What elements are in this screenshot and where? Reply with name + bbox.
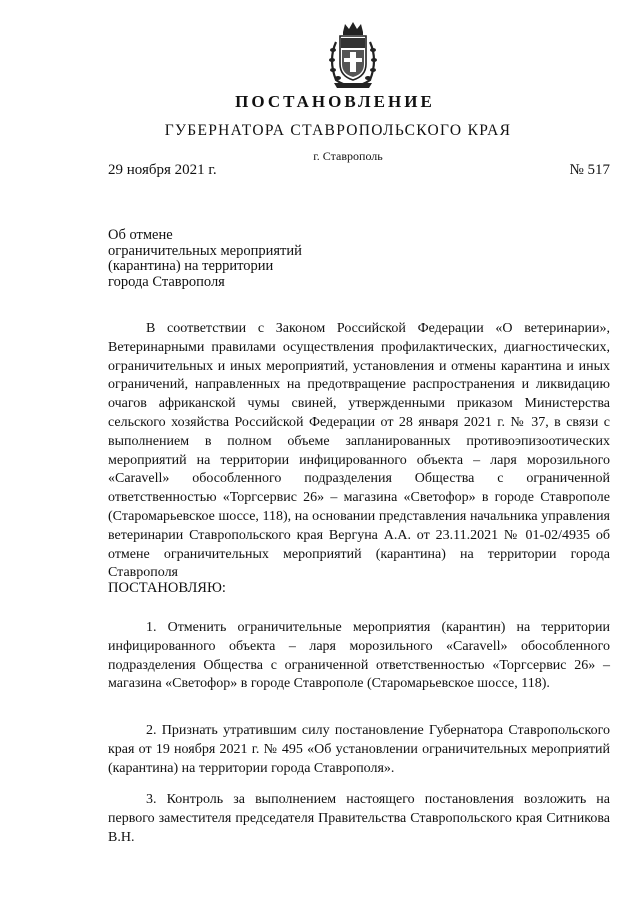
subject-line: Об отмене (108, 227, 173, 243)
coat-of-arms-icon (324, 20, 382, 90)
subject-line: (карантина) на территории (108, 258, 274, 274)
resolution-item-2: 2. Признать утратившим силу постановление Губернатора Ставропольского края от 19 ноября 2021 г. № 495 «Об установлении ограничительных мероприятий (карантина) на территории города Ставрополя». (108, 723, 610, 776)
document-type-title: ПОСТАНОВЛЕНИЕ (235, 92, 435, 111)
issuer-title: ГУБЕРНАТОРА СТАВРОПОЛЬСКОГО КРАЯ (164, 122, 512, 139)
resolve-heading: ПОСТАНОВЛЯЮ: (108, 580, 226, 596)
document-subject (108, 228, 302, 290)
city-label: г. Ставрополь (313, 149, 383, 163)
preamble-paragraph: В соответствии с Законом Российской Федерации «О ветеринарии», Ветеринарными правилами осуществления профилактических, диагностических, ограничительных и иных мероприятий, установления и отмены карантина и иных ограничений, направленных на предотвращение распространения и ликвидацию очагов африканской чумы свиней, утвержденными приказом Министерства сельского хозяйства Российской Федерации от 28 января 2021 г. № 37, в связи с выполнением в полном объеме запланированных противоэпизоотических мероприятий на территории инфицированного объекта – ларя морозильного «Caravell» обособленного подразделения Общества с ограниченной ответственностью «Торгсервис 26» – магазина «Светофор» в городе Ставрополе (Старомарьевское шоссе, 118), на основании представления начальника управления ветеринарии Ставропольского края Вергуна А.А. от 23.11.2021 № 01-02/4935 об отмене ограничительных мероприятий (карантина) на территории города Ставрополя (108, 321, 610, 581)
document-date: 29 ноября 2021 г. (108, 162, 217, 178)
subject-line: города Ставрополя (108, 273, 225, 290)
document-number: № 517 (569, 162, 610, 178)
resolution-item-3: 3. Контроль за выполнением настоящего постановления возложить на первого заместителя председателя Правительства Ставропольского края Ситникова В.Н. (108, 792, 610, 845)
resolution-item-1: 1. Отменить ограничительные мероприятия (карантин) на территории инфицированного объекта – ларя морозильного «Caravell» обособленного подразделения Общества с ограниченной ответственностью «Торгсервис 26» – магазина «Светофор» в городе Ставрополе (Старомарьевское шоссе, 118). (108, 620, 610, 692)
subject-line: ограничительных мероприятий (108, 242, 302, 259)
